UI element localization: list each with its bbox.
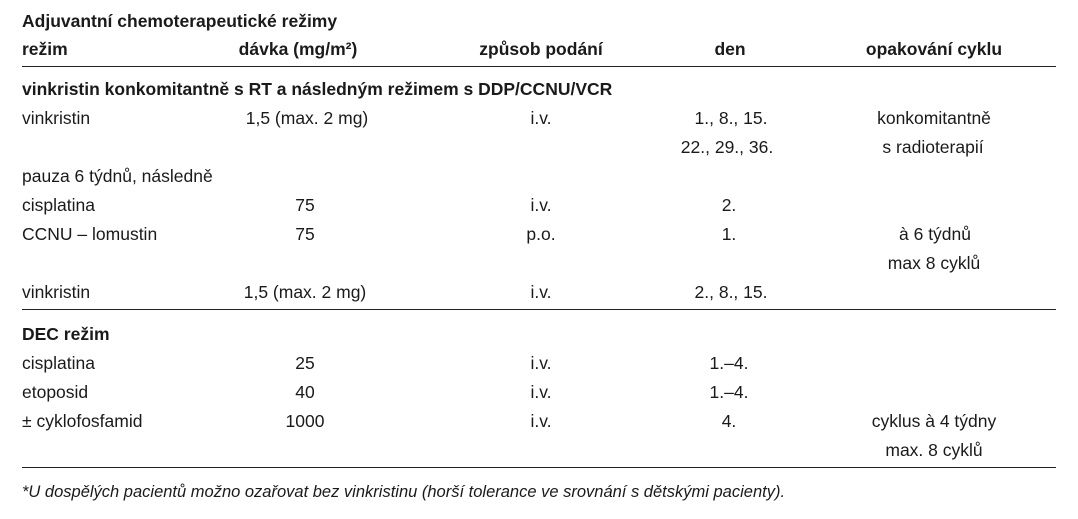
route-cell: i.v. (530, 282, 552, 302)
regimen-cell: pauza 6 týdnů, následně (22, 166, 213, 186)
regimen-cell: cisplatina (22, 353, 95, 373)
repeat-cell: à 6 týdnů (899, 224, 971, 244)
route-cell: i.v. (530, 411, 552, 431)
route-cell: i.v. (530, 353, 552, 373)
column-header-repeat: opakování cyklu (865, 39, 1003, 59)
section-heading: vinkristin konkomitantně s RT a následným režimem s DDP/CCNU/VCR (22, 79, 613, 99)
repeat-cell: max. 8 cyklů (885, 440, 983, 460)
regimen-cell: etoposid (22, 382, 89, 402)
route-cell: i.v. (530, 195, 552, 215)
day-cell: 1.–4. (709, 382, 749, 402)
section-rule (22, 309, 1056, 310)
route-cell: p.o. (526, 224, 556, 244)
dose-cell: 1000 (285, 411, 325, 431)
regimen-cell: vinkristin (22, 108, 91, 128)
dose-cell: 75 (295, 195, 315, 215)
regimen-cell: ± cyklofosfamid (22, 411, 143, 431)
footer-rule (22, 467, 1056, 468)
regimen-cell: CCNU – lomustin (22, 224, 158, 244)
repeat-cell: max 8 cyklů (887, 253, 981, 273)
dose-cell: 40 (295, 382, 315, 402)
regimen-cell: vinkristin (22, 282, 91, 302)
footnote: *U dospělých pacientů možno ozařovat bez vinkristinu (horší tolerance ve srovnání s dětskými pacienty). (22, 483, 786, 501)
day-cell: 4. (721, 411, 737, 431)
column-header-dose: dávka (mg/m²) (238, 39, 358, 59)
column-header-route: způsob podání (479, 39, 603, 59)
column-header-day: den (714, 39, 746, 59)
header-rule (22, 66, 1056, 67)
column-header-regimen: režim (22, 39, 68, 59)
dose-cell: 25 (295, 353, 315, 373)
route-cell: i.v. (530, 108, 552, 128)
repeat-cell: konkomitantně (877, 108, 991, 128)
day-cell: 2., 8., 15. (694, 282, 768, 302)
route-cell: i.v. (530, 382, 552, 402)
day-cell: 22., 29., 36. (680, 137, 774, 157)
dose-cell: 1,5 (max. 2 mg) (245, 108, 369, 128)
dose-cell: 1,5 (max. 2 mg) (243, 282, 367, 302)
dose-cell: 75 (295, 224, 315, 244)
day-cell: 2. (721, 195, 737, 215)
day-cell: 1.–4. (709, 353, 749, 373)
repeat-cell: s radioterapií (882, 137, 984, 157)
table-caption: Adjuvantní chemoterapeutické režimy (22, 11, 338, 31)
repeat-cell: cyklus à 4 týdny (871, 411, 997, 431)
section-heading: DEC režim (22, 324, 110, 344)
day-cell: 1., 8., 15. (694, 108, 768, 128)
day-cell: 1. (721, 224, 737, 244)
regimen-cell: cisplatina (22, 195, 95, 215)
